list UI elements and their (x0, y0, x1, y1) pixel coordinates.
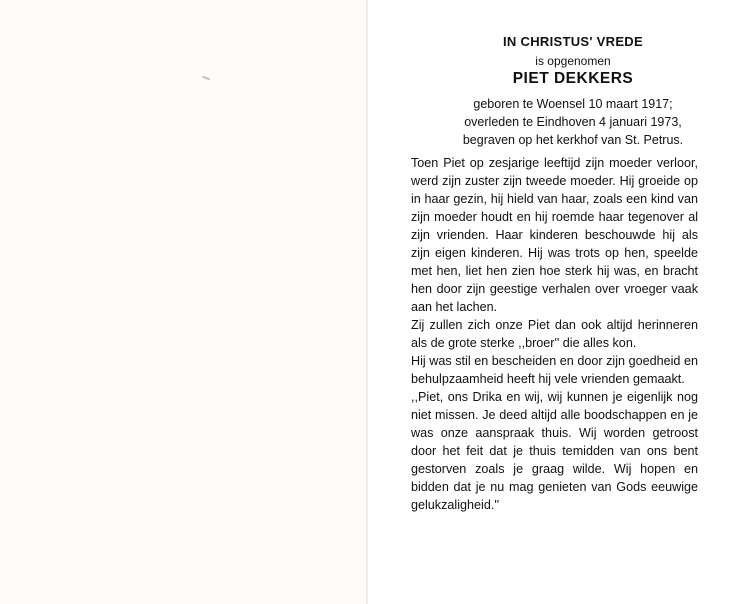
paragraph-remember: Zij zullen zich onze Piet dan ook altijd herinneren als de grote sterke ,,broer'' die alles kon. (411, 318, 698, 350)
birth-line: geboren te Woensel 10 maart 1917; (473, 97, 673, 111)
paper-speck (202, 76, 210, 81)
death-line: overleden te Eindhoven 4 januari 1973, (464, 115, 682, 129)
card-fold-line (366, 0, 368, 604)
paragraph-character: Hij was stil en bescheiden en door zijn goedheid en behulpzaamheid heeft hij vele vrienden gemaakt. (411, 354, 698, 386)
header-line-opgenomen: is opgenomen (535, 54, 611, 68)
burial-line: begraven op het kerkhof van St. Petrus. (462, 133, 684, 147)
deceased-name: PIET DEKKERS (512, 70, 634, 87)
header-line-in-christus-vrede: IN CHRISTUS' VREDE (503, 34, 643, 49)
paragraph-farewell: ,,Piet, ons Drika en wij, wij kunnen je eigenlijk nog niet missen. Je deed altijd alle boodschappen en je was onze aanspraak thuis. Wij worden getroost door het feit dat je thuis temidden van ons bent gestorven zoals je graag wilde. Wij hopen en bidden dat je nu mag genieten van Gods eeuwige gelukzaligheid.'' (411, 390, 698, 512)
memorial-text (411, 154, 698, 514)
card-left-panel (0, 0, 366, 604)
paragraph-life: Toen Piet op zesjarige leeftijd zijn moeder verloor, werd zijn zuster zijn tweede moeder. Hij groeide op in haar gezin, hij hield van haar, zoals een kind van zijn moeder houdt en hij roemde haar tegenover al zijn vrienden. Haar kinderen beschouwde hij als zijn eigen kinderen. Hij was trots op hen, speelde met hen, liet hen zien hoe sterk hij was, en bracht hen door zijn geestige verhalen over vroeger vaak aan het lachen. (411, 156, 698, 314)
